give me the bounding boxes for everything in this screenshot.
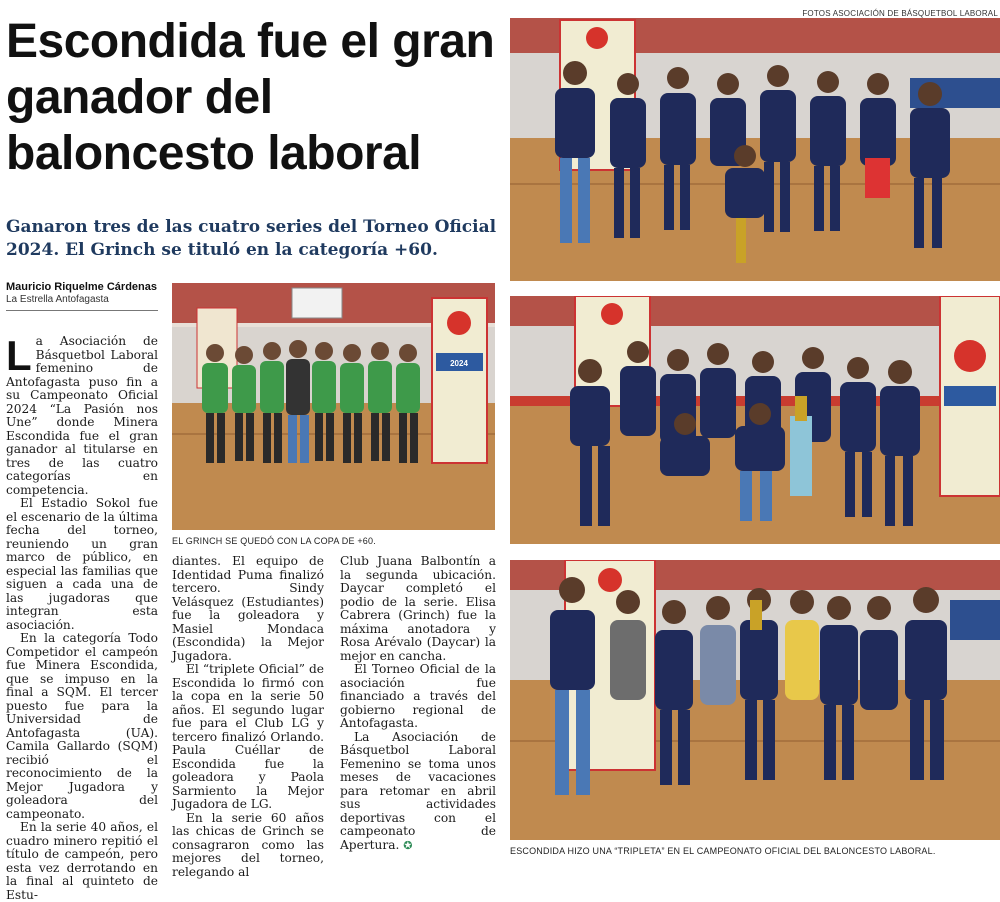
photo-grinch-team <box>172 283 495 530</box>
article-paragraph: En la categoría Todo Competidor el campeón fue Minera Escondida, que se impuso en la final a SQM. El tercer puesto fue para la Universidad de Antofagasta (UA). Camila Gallardo (SQM) recibió el reconocimiento de la Mejor Jugadora y goleadora del campeonato. <box>6 631 158 821</box>
caption-grinch: EL GRINCH SE QUEDÓ CON LA COPA DE +60. <box>172 536 376 546</box>
drop-cap: L <box>6 332 32 379</box>
article-paragraph: El “triplete Oficial” de Escondida lo firmó con la copa en la serie 50 años. El segundo lugar fue para el Club LG y tercero finalizó Orlando. Paula Cuéllar de Escondida fue la goleadora y Paola Sarmiento la Mejor Jugadora de LG. <box>172 662 324 811</box>
article-column-3 <box>340 555 496 852</box>
article-paragraph: El Torneo Oficial de la asociación fue financiado a través del gobierno regional de Antofagasta. <box>340 662 496 730</box>
byline-divider <box>6 310 158 311</box>
photo-escondida-team-1 <box>510 18 1000 281</box>
article-column-1 <box>6 332 158 902</box>
photo-escondida-team-2 <box>510 296 1000 544</box>
article-paragraph-1: La Asociación de Básquetbol Laboral femenino de Antofagasta puso fin a su Campeonato Oficial 2024 “La Pasión nos Une” donde Minera Escondida fue el gran ganador al titularse en tres de las cuatro categorías en competencia. <box>6 332 158 497</box>
caption-escondida: ESCONDIDA HIZO UNA “TRIPLETA” EN EL CAMPEONATO OFICIAL DEL BALONCESTO LABORAL. <box>510 846 936 856</box>
photo-escondida-team-3 <box>510 560 1000 840</box>
article-paragraph: Club Juana Balbontín a la segunda ubicación. Daycar completó el podio de la serie. Elisa Cabrera (Grinch) fue la máxima anotadora y Rosa Arévalo (Daycar) la mejor en cancha. <box>340 554 496 663</box>
article-paragraph: El Estadio Sokol fue el escenario de la última fecha del torneo, reuniendo un gran marco de público, en especial las familias que siguen a cada una de las jugadoras que integran esta asociación. <box>6 496 158 632</box>
article-paragraph: diantes. El equipo de Identidad Puma finalizó tercero. Sindy Velásquez (Estudiantes) fue la goleadora y Masiel Mondaca (Escondida) la Mejor Jugadora. <box>172 554 324 663</box>
article-paragraph: La Asociación de Básquetbol Laboral Femenino se toma unos meses de vacaciones para retomar en abril sus actividades deportivas con el campeonato de Apertura. ✪ <box>340 729 496 852</box>
headline: Escondida fue el gran ganador del baloncesto laboral <box>6 15 495 180</box>
byline-author: Mauricio Riquelme Cárdenas <box>6 281 157 293</box>
article-column-2 <box>172 555 324 879</box>
end-mark-icon: ✪ <box>403 838 413 852</box>
article-paragraph: En la serie 40 años, el cuadro minero repitió el título de campeón, pero esta vez derrotando en la final al quinteto de Estu- <box>6 820 158 902</box>
svg-text:2024: 2024 <box>450 359 468 368</box>
subheadline: Ganaron tres de las cuatro series del Torneo Oficial 2024. El Grinch se tituló en la categoría +60. <box>6 217 497 260</box>
article-paragraph: En la serie 60 años las chicas de Grinch se consagraron como las mejores del torneo, relegando al <box>172 810 324 879</box>
photo-credit: FOTOS ASOCIACIÓN DE BÁSQUETBOL LABORAL <box>802 9 998 18</box>
byline-outlet: La Estrella Antofagasta <box>6 294 109 305</box>
